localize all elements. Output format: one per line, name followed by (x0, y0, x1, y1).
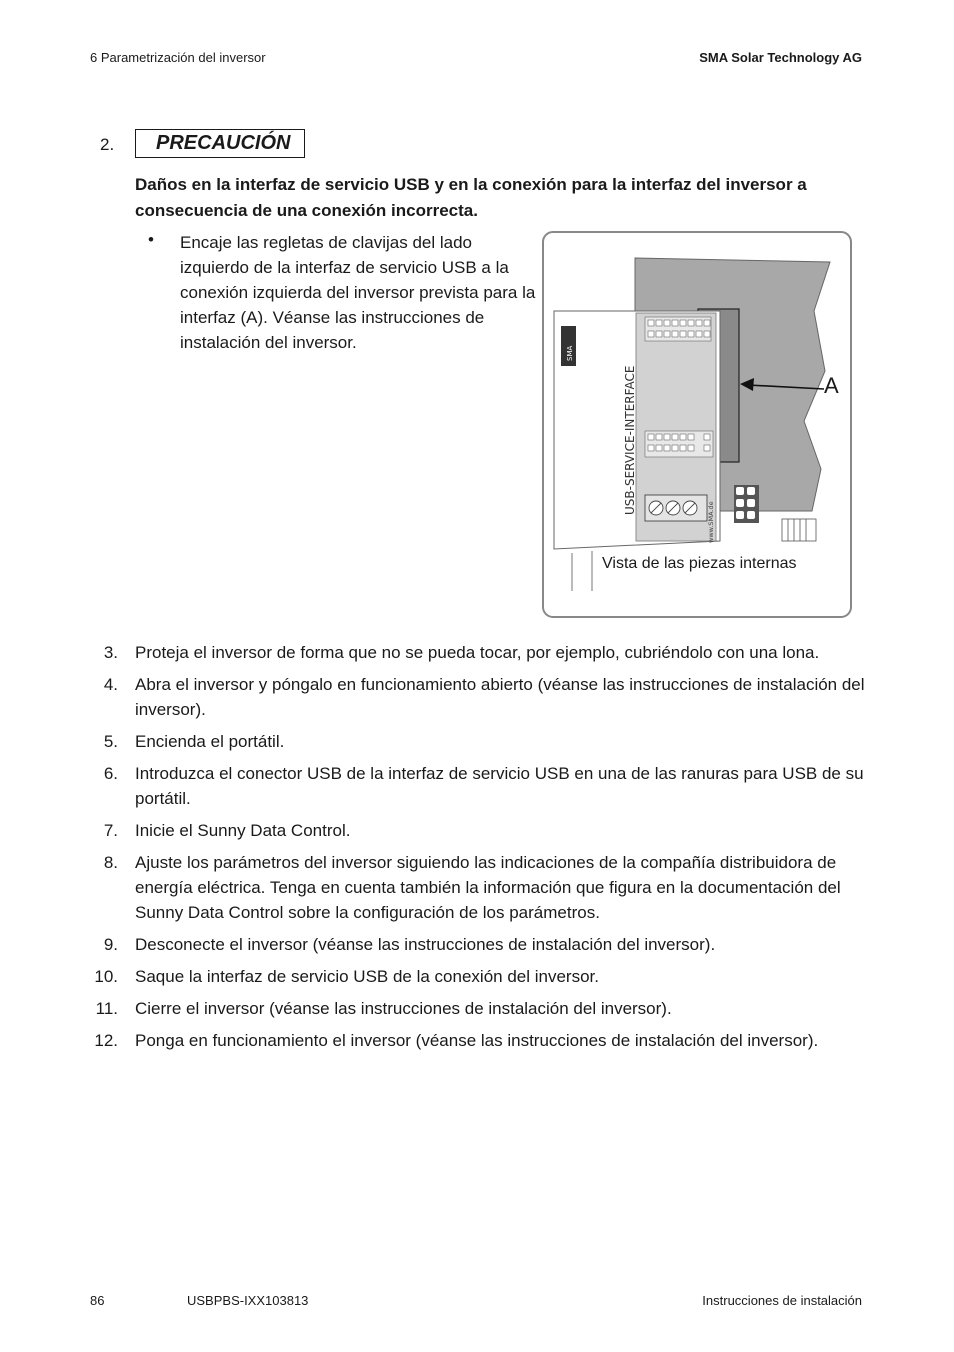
pin-header-top (645, 317, 711, 341)
screw-terminals (645, 495, 707, 521)
caution-heading: Daños en la interfaz de servicio USB y en la conexión para la interfaz del inversor a consecuencia de una conexión incorrecta. (135, 175, 807, 220)
header-company: SMA Solar Technology AG (699, 50, 862, 65)
figure-caption: Vista de las piezas internas (602, 555, 797, 572)
list-item (90, 850, 865, 925)
list-item (90, 672, 865, 722)
step-number: 3. (103, 643, 118, 662)
step-number: 8. (103, 853, 118, 872)
step-number: 6. (103, 764, 118, 783)
step-text: Encienda el portátil. (135, 732, 285, 751)
step-text: Ajuste los parámetros del inversor siguiendo las indicaciones de la compañía distribuidora de energía eléctrica. Tenga en cuenta también la información que figura en la documentación del Sunny Data Control sobre la configuración de los parámetros. (135, 853, 841, 922)
device-url: www.SMA.de (707, 501, 715, 543)
step-number: 12. (94, 1031, 118, 1050)
list-item (90, 1028, 865, 1053)
step-text: Saque la interfaz de servicio USB de la conexión del inversor. (135, 967, 599, 986)
step-number: 11. (95, 999, 118, 1018)
list-item (90, 640, 865, 665)
step-number: 4. (103, 675, 118, 694)
list-item (90, 932, 865, 957)
list-item (90, 996, 865, 1021)
step-text: Ponga en funcionamiento el inversor (véanse las instrucciones de instalación del inversor). (135, 1031, 819, 1050)
step-number-2: 2. (100, 135, 115, 154)
document-type: Instrucciones de instalación (702, 1293, 862, 1308)
document-id: USBPBS-IXX103813 (187, 1293, 309, 1308)
step-text: Proteja el inversor de forma que no se pueda tocar, por ejemplo, cubriéndolo con una lona. (135, 643, 820, 662)
step-number: 9. (103, 935, 118, 954)
caution-label: PRECAUCIÓN (135, 129, 305, 158)
figure-label-a: A (824, 373, 839, 398)
caution-bullet-text: Encaje las regletas de clavijas del lado izquierdo de la interfaz de servicio USB a la conexión izquierda del inversor prevista para la interfaz (A). Véanse las instrucciones de instalación del inversor. (180, 233, 536, 352)
page-number: 86 (90, 1293, 105, 1308)
step-text: Desconecte el inversor (véanse las instrucciones de instalación del inversor). (135, 935, 716, 954)
header-section: 6 Parametrización del inversor (90, 50, 266, 65)
inverter-connector (734, 485, 759, 523)
list-item (90, 964, 865, 989)
step-text: Inicie el Sunny Data Control. (135, 821, 351, 840)
step-text: Introduzca el conector USB de la interfaz de servicio USB en una de las ranuras para USB de su portátil. (135, 764, 864, 808)
list-item (90, 818, 865, 843)
steps-list (90, 640, 865, 1060)
step-text: Cierre el inversor (véanse las instrucciones de instalación del inversor). (135, 999, 672, 1018)
list-item (90, 761, 865, 811)
step-number: 5. (103, 732, 118, 751)
bullet-icon: • (148, 230, 154, 249)
step-number: 7. (103, 821, 118, 840)
pin-header-bottom (645, 431, 713, 457)
device-label: USB-SERVICE-INTERFACE (623, 365, 637, 515)
step-text: Abra el inversor y póngalo en funcionamiento abierto (véanse las instrucciones de instalación del inversor). (135, 675, 865, 719)
sma-logo: SMA (566, 345, 574, 361)
terminal-block (782, 519, 816, 541)
list-item (90, 729, 865, 754)
step-number: 10. (94, 967, 118, 986)
